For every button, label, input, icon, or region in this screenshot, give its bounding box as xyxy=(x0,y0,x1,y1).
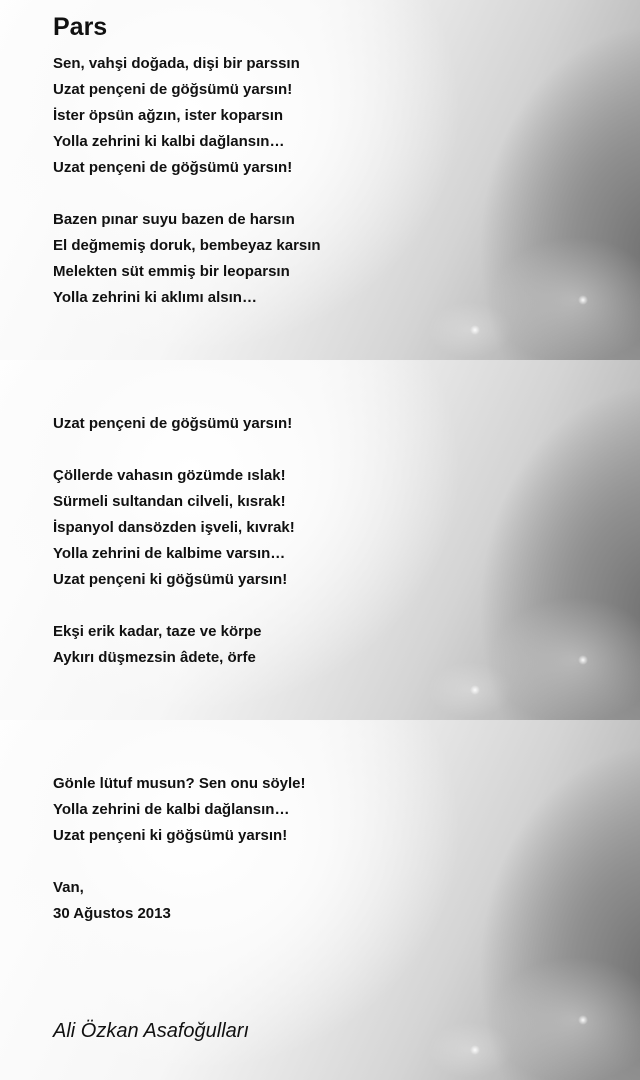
poem-line: Sürmeli sultandan cilveli, kısrak! xyxy=(53,493,286,510)
poem-line: Aykırı düşmezsin âdete, örfe xyxy=(53,649,256,666)
stanza xyxy=(53,51,300,181)
poem-title: Pars xyxy=(53,13,108,41)
poem-panel-2 xyxy=(0,360,640,720)
poem-line: Uzat pençeni de göğsümü yarsın! xyxy=(53,159,293,176)
sparkle-decoration xyxy=(578,655,588,665)
sparkle-decoration xyxy=(578,295,588,305)
poem-line: Gönle lütuf musun? Sen onu söyle! xyxy=(53,775,306,792)
stanza xyxy=(53,207,321,311)
poem-line: Yolla zehrini ki aklımı alsın… xyxy=(53,289,257,306)
poem-line: Sen, vahşi doğada, dişi bir parssın xyxy=(53,55,300,72)
stanza xyxy=(53,771,306,849)
poem-line: Melekten süt emmiş bir leoparsın xyxy=(53,263,290,280)
sparkle-decoration xyxy=(470,685,480,695)
poem-line: Çöllerde vahasın gözümde ıslak! xyxy=(53,467,286,484)
signature-place: Van, xyxy=(53,879,84,896)
stanza xyxy=(53,463,295,593)
stanza xyxy=(53,411,292,437)
poem-panel-1 xyxy=(0,0,640,360)
poem-line: Uzat pençeni de göğsümü yarsın! xyxy=(53,81,293,98)
poem-line: El değmemiş doruk, bembeyaz karsın xyxy=(53,237,321,254)
poem-line: Uzat pençeni ki göğsümü yarsın! xyxy=(53,827,288,844)
signature-date: 30 Ağustos 2013 xyxy=(53,905,171,922)
stanza xyxy=(53,619,261,671)
poem-line: İspanyol dansözden işveli, kıvrak! xyxy=(53,519,295,536)
poem-panel-3 xyxy=(0,720,640,1080)
poem-line: Uzat pençeni de göğsümü yarsın! xyxy=(53,415,293,432)
sparkle-decoration xyxy=(578,1015,588,1025)
sparkle-decoration xyxy=(470,1045,480,1055)
poem-line: Yolla zehrini ki kalbi dağlansın… xyxy=(53,133,285,150)
poem-line: Ekşi erik kadar, taze ve körpe xyxy=(53,623,262,640)
author-name: Ali Özkan Asafoğulları xyxy=(53,1020,250,1042)
signature-block xyxy=(53,875,171,927)
poem-line: Bazen pınar suyu bazen de harsın xyxy=(53,211,295,228)
sparkle-decoration xyxy=(470,325,480,335)
poem-line: Yolla zehrini de kalbime varsın… xyxy=(53,545,286,562)
poem-line: Yolla zehrini de kalbi dağlansın… xyxy=(53,801,290,818)
poem-line: Uzat pençeni ki göğsümü yarsın! xyxy=(53,571,288,588)
poem-line: İster öpsün ağzın, ister koparsın xyxy=(53,107,284,124)
